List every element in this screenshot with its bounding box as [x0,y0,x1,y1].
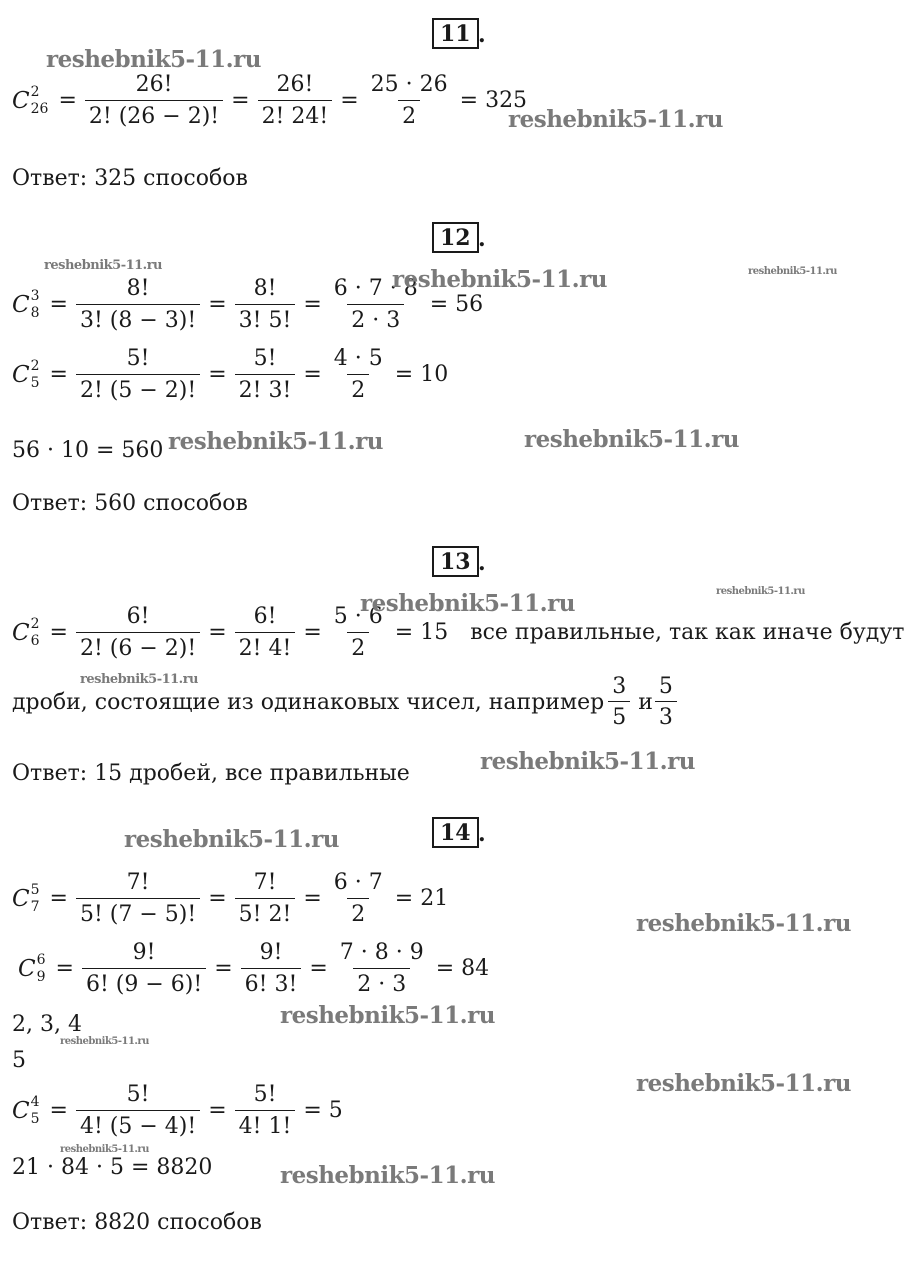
watermark: reshebnik5-11.ru [748,266,837,277]
equation-12-1: C 3 8 = $\frac{8!}{3! (8 - 3)!}$ = $\frac{8!}{3! 5!}$ = $\frac{6 \cdot 7 \cdot 8}{2 \cdot 3}$ = 56 [12,276,484,333]
product-12: 56 · 10 = 560 [12,438,164,463]
fraction [330,346,387,403]
comb-n: 6 [30,633,40,649]
answer-14: Ответ: 8820 способов [12,1210,262,1235]
problem-number-text: 11 [440,21,471,47]
combination-symbol: C 3 8 [12,288,40,321]
fraction-denominator: 2! (6 − 2)! [76,632,200,661]
watermark: reshebnik5-11.ru [524,426,739,453]
watermark: reshebnik5-11.ru [280,1162,495,1189]
fraction-numerator: 25 · 26 [370,72,448,97]
comb-n: 5 [30,1111,40,1127]
problem-number-text: 13 [440,549,471,575]
comb-n: 8 [30,305,40,321]
answer-11: Ответ: 325 способов [12,166,248,191]
fraction-denominator: 2 [347,374,369,403]
fraction-numerator: 9! [259,940,283,965]
fraction-numerator: 8! [253,276,277,301]
fraction [235,604,296,661]
fraction-numerator: 26! [276,72,314,97]
fraction [235,1082,296,1139]
watermark: reshebnik5-11.ru [636,910,851,937]
fraction-numerator: 6 · 7 · 8 [333,276,418,301]
example-fraction-1 [608,674,630,730]
fraction-numerator: 5! [253,346,277,371]
explanation-text: дроби, состоящие из одинаковых чисел, например [12,689,605,715]
comb-k: 5 [30,882,40,898]
fraction-denominator: 5! 2! [235,898,296,927]
watermark: reshebnik5-11.ru [392,266,607,293]
fraction [336,940,428,997]
fraction-denominator: 3! 5! [235,304,296,333]
equation-11-1: C 2 26 = $\frac{26!}{2! (26 - 2)!}$ = $\frac{26!}{2! 24!}$ = $\frac{25 \cdot 26}{2}$ = 325 [12,72,528,129]
watermark: reshebnik5-11.ru [360,590,575,617]
fraction [76,346,200,403]
fraction [82,940,206,997]
fraction-denominator: 3 [655,701,677,730]
fraction [85,72,223,129]
equation-12-2: C 2 5 = $\frac{5!}{2! (5 - 2)!}$ = $\frac{5!}{2! 3!}$ = $\frac{4 \cdot 5}{2}$ = 10 [12,346,449,403]
answer-13: Ответ: 15 дробей, все правильные [12,761,410,786]
equation-result: = 56 [429,292,484,317]
fraction-denominator: 2! 3! [235,374,296,403]
combination-symbol: C 4 5 [12,1094,40,1127]
example-fraction-2 [655,674,677,730]
fraction-numerator: 5 · 6 [333,604,383,629]
comb-n: 7 [30,899,40,915]
comb-n: 9 [36,969,46,985]
problem-number-dot: . [478,226,486,252]
answer-12: Ответ: 560 способов [12,491,248,516]
fraction [235,346,296,403]
fraction-numerator: 6 · 7 [333,870,383,895]
combination-symbol: C 2 26 [12,84,49,117]
fraction [235,276,296,333]
fraction-numerator: 5! [253,1082,277,1107]
fraction-denominator: 2 [347,632,369,661]
equation-result: = 84 [435,956,490,981]
fraction-denominator: 2 [347,898,369,927]
fraction-denominator: 2! 4! [235,632,296,661]
fraction-denominator: 6! 3! [241,968,302,997]
fraction [235,870,296,927]
fraction [76,1082,200,1139]
problem-number-14 [432,817,479,848]
text-line-14-1: 2, 3, 4 [12,1012,82,1037]
comb-k: 3 [30,288,40,304]
product-14: 21 · 84 · 5 = 8820 [12,1155,213,1180]
comb-k: 2 [30,358,40,374]
fraction-numerator: 6! [253,604,277,629]
fraction-numerator: 5 [658,674,673,699]
fraction-denominator: 2! (5 − 2)! [76,374,200,403]
fraction [76,870,200,927]
fraction [330,870,387,927]
fraction-denominator: 2! (26 − 2)! [85,100,223,129]
comb-k: 2 [30,616,40,632]
fraction-numerator: 7 · 8 · 9 [339,940,424,965]
problem-number-11 [432,18,479,49]
fraction-numerator: 5! [126,1082,150,1107]
watermark: reshebnik5-11.ru [60,1144,149,1155]
comb-k: 4 [30,1094,40,1110]
equation-result: = 10 [394,362,449,387]
problem-number-dot: . [478,821,486,847]
watermark: reshebnik5-11.ru [636,1070,851,1097]
fraction-numerator: 4 · 5 [333,346,383,371]
fraction [367,72,452,129]
fraction-denominator: 2! 24! [258,100,333,129]
fraction-denominator: 4! (5 − 4)! [76,1110,200,1139]
fraction-numerator: 7! [126,870,150,895]
fraction-denominator: 2 · 3 [347,304,404,333]
fraction-denominator: 3! (8 − 3)! [76,304,200,333]
fraction-denominator: 5 [608,701,630,730]
equation-result: = 325 [459,88,528,113]
fraction-denominator: 5! (7 − 5)! [76,898,200,927]
comb-n: 5 [30,375,40,391]
fraction-numerator: 5! [126,346,150,371]
fraction-denominator: 2 · 3 [353,968,410,997]
watermark: reshebnik5-11.ru [80,672,199,687]
fraction-numerator: 3 [612,674,627,699]
fraction-numerator: 8! [126,276,150,301]
problem-number-text: 14 [440,820,471,846]
combination-symbol: C 2 5 [12,358,40,391]
fraction [76,276,200,333]
problem-number-dot: . [478,22,486,48]
watermark: reshebnik5-11.ru [716,586,805,597]
problem-number-dot: . [478,550,486,576]
problem-number-13 [432,546,479,577]
combination-symbol: C 6 9 [18,952,46,985]
conjunction: и [638,689,653,715]
equation-result: = 5 [303,1098,343,1123]
equation-14-1: C 5 7 = $\frac{7!}{5! (7 - 5)!}$ = $\frac{7!}{5! 2!}$ = $\frac{6 \cdot 7}{2}$ = 21 [12,870,449,927]
fraction-numerator: 6! [126,604,150,629]
equation-14-2: C 6 9 = $\frac{9!}{6! (9 - 6)!}$ = $\frac{9!}{6! 3!}$ = $\frac{7 \cdot 8 \cdot 9}{2 \cdot 3}$ = 84 [18,940,490,997]
combination-symbol: C 2 6 [12,616,40,649]
watermark: reshebnik5-11.ru [480,748,695,775]
comb-k: 2 [30,84,40,100]
equation-13-1: C 2 6 = $\frac{6!}{2! (6 - 2)!}$ = $\frac{6!}{2! 4!}$ = $\frac{5 \cdot 6}{2}$ = 15 все правильные, так как иначе будут [12,604,905,661]
watermark: reshebnik5-11.ru [280,1002,495,1029]
watermark: reshebnik5-11.ru [60,1036,149,1047]
equation-result: = 21 [394,886,449,911]
problem-number-12 [432,222,479,253]
fraction [258,72,333,129]
watermark: reshebnik5-11.ru [508,106,723,133]
text-line-14-2: 5 [12,1048,26,1073]
problem-number-text: 12 [440,225,471,251]
watermark: reshebnik5-11.ru [44,258,163,273]
fraction-denominator: 4! 1! [235,1110,296,1139]
fraction-numerator: 9! [132,940,156,965]
fraction-denominator: 2 [398,100,420,129]
combination-symbol: C 5 7 [12,882,40,915]
watermark: reshebnik5-11.ru [46,46,261,73]
fraction-numerator: 26! [135,72,173,97]
fraction-denominator: 6! (9 − 6)! [82,968,206,997]
watermark: reshebnik5-11.ru [168,428,383,455]
fraction [241,940,302,997]
comb-n: 26 [30,101,49,117]
equation-14-3: C 4 5 = $\frac{5!}{4! (5 - 4)!}$ = $\frac{5!}{4! 1!}$ = 5 [12,1082,343,1139]
comb-k: 6 [36,952,46,968]
watermark: reshebnik5-11.ru [124,826,339,853]
fraction [76,604,200,661]
fraction-numerator: 7! [253,870,277,895]
explanation-text: все правильные, так как иначе будут [470,620,905,645]
equation-result: = 15 [394,620,449,645]
